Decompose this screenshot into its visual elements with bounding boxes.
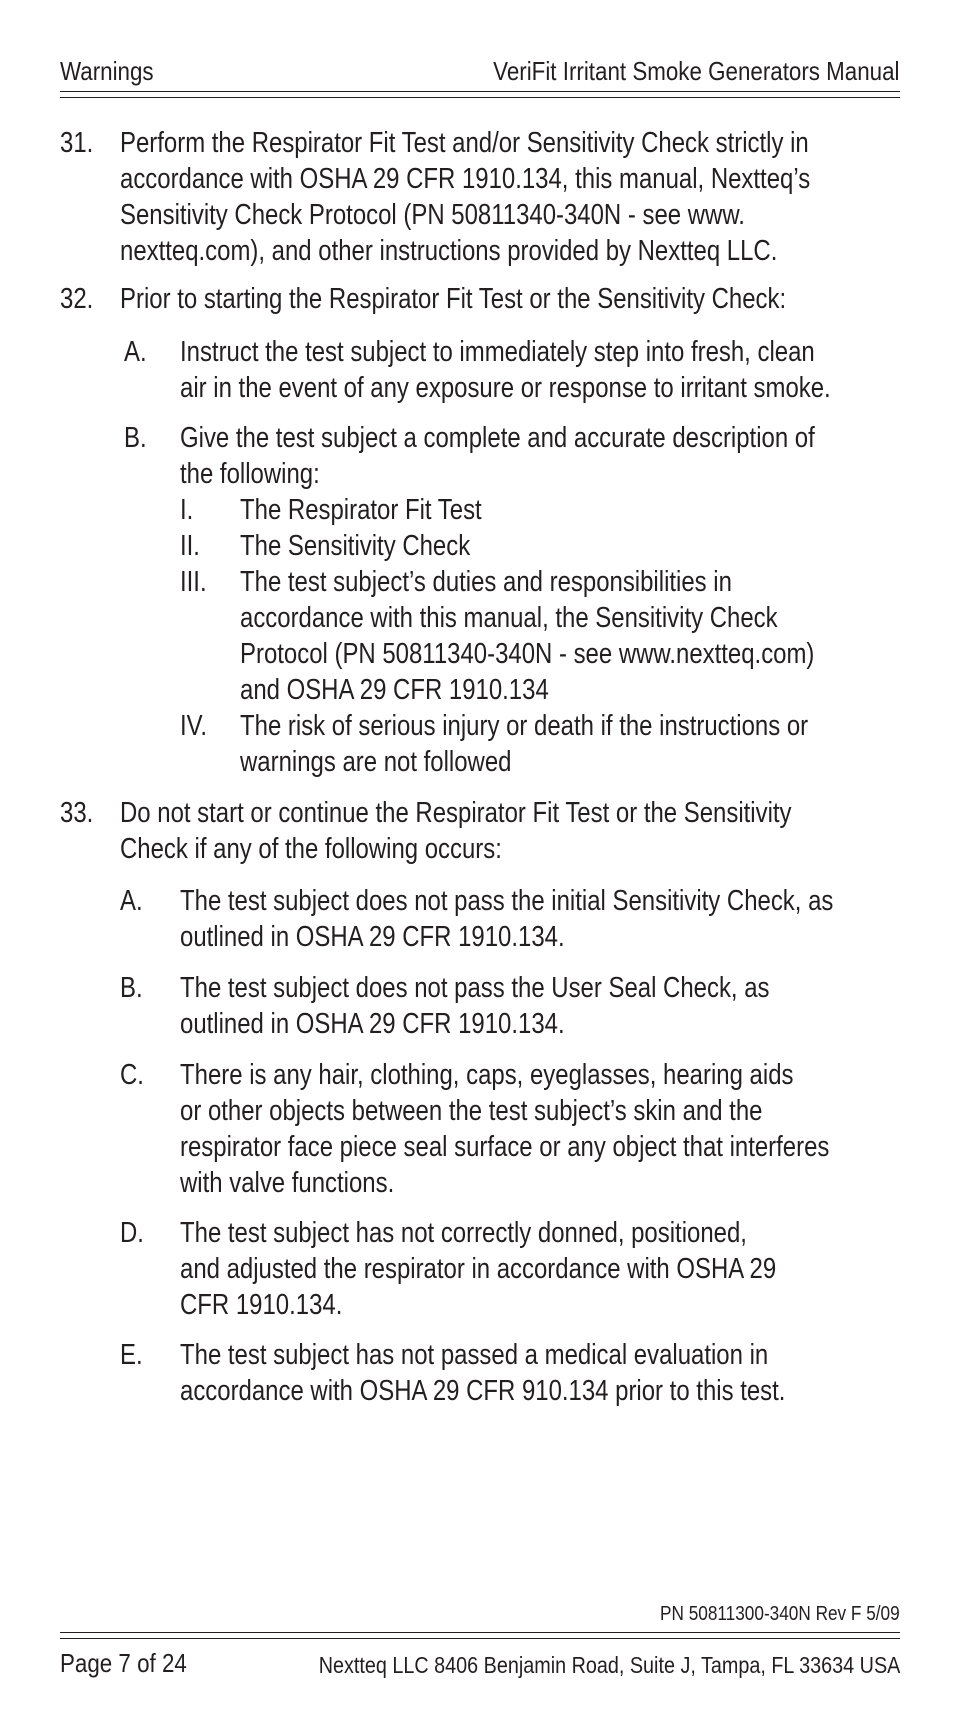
sub-item-letter: A. (120, 885, 143, 917)
sub-item-letter: A. (124, 336, 147, 368)
sub-item-letter: E. (120, 1339, 143, 1371)
manual-title: VeriFit Irritant Smoke Generators Manual (493, 56, 900, 86)
sub-item-text: Give the test subject a complete and accurate description of the following: (180, 422, 815, 490)
sub-item-letter: D. (120, 1217, 144, 1249)
roman-item-text: The Respirator Fit Test (240, 494, 482, 526)
sub-item-text: The test subject has not passed a medical evaluation in accordance with OSHA 29 CFR 910.134 prior to this test. (180, 1339, 786, 1407)
header-divider (60, 91, 900, 98)
roman-item-text: The test subject’s duties and responsibilities in accordance with this manual, the Sensitivity Check Protocol (PN 50811340-340N - see www.nextteq.com) and OSHA 29 CFR 1910.134 (240, 566, 815, 706)
item-number: 32. (60, 283, 94, 315)
sub-item-text: The test subject does not pass the User Seal Check, as outlined in OSHA 29 CFR 1910.134. (180, 972, 770, 1040)
sub-item-letter: C. (120, 1059, 144, 1091)
item-number: 31. (60, 127, 94, 159)
item-text: Perform the Respirator Fit Test and/or Sensitivity Check strictly in accordance with OSHA 29 CFR 1910.134, this manual, Nextteq’s Sensitivity Check Protocol (PN 50811340-340N - see www. nextteq.com), and other instructions provided by Nextteq LLC. (120, 127, 811, 267)
sub-item-text: Instruct the test subject to immediately step into fresh, clean air in the event of any exposure or response to irritant smoke. (180, 336, 831, 404)
roman-numeral: II. (180, 530, 200, 562)
part-number: PN 50811300-340N Rev F 5/09 (660, 1603, 900, 1625)
footer-divider (60, 1632, 900, 1639)
sub-item-letter: B. (124, 422, 147, 454)
sub-item-text: The test subject does not pass the initial Sensitivity Check, as outlined in OSHA 29 CFR 1910.134. (180, 885, 834, 953)
page-header (60, 50, 900, 90)
sub-item-text: The test subject has not correctly donned, positioned, and adjusted the respirator in accordance with OSHA 29 CFR 1910.134. (180, 1217, 777, 1321)
item-number: 33. (60, 797, 94, 829)
roman-numeral: IV. (180, 710, 208, 742)
sub-item-text: There is any hair, clothing, caps, eyeglasses, hearing aids or other objects between the test subject’s skin and the respirator face piece seal surface or any object that interferes with valve functions. (180, 1059, 830, 1199)
company-address: Nextteq LLC 8406 Benjamin Road, Suite J, Tampa, FL 33634 USA (318, 1652, 900, 1678)
item-text: Prior to starting the Respirator Fit Test or the Sensitivity Check: (120, 283, 787, 315)
section-title: Warnings (60, 56, 154, 86)
item-text: Do not start or continue the Respirator Fit Test or the Sensitivity Check if any of the following occurs: (120, 797, 792, 865)
roman-numeral: I. (180, 494, 194, 526)
sub-item-letter: B. (120, 972, 143, 1004)
roman-numeral: III. (180, 566, 207, 598)
roman-item-text: The Sensitivity Check (240, 530, 471, 562)
page-number: Page 7 of 24 (60, 1648, 187, 1678)
roman-item-text: The risk of serious injury or death if the instructions or warnings are not followed (240, 710, 809, 778)
